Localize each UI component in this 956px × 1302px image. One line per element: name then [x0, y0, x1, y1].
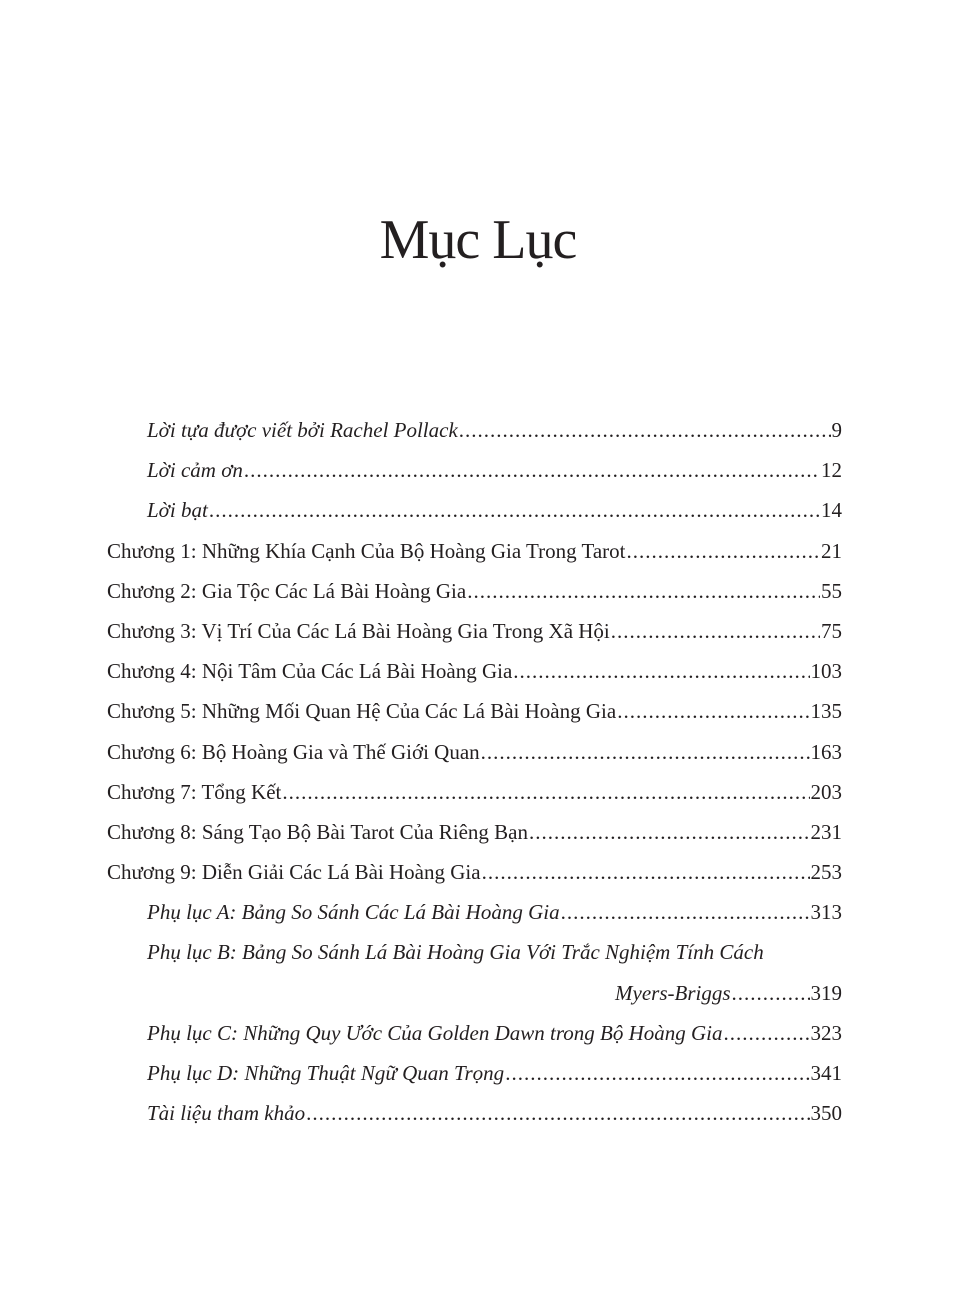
- toc-entry-title: Lời cảm ơn: [147, 458, 243, 483]
- dot-leader: [627, 531, 821, 571]
- toc-entry-title: Chương 4: Nội Tâm Của Các Lá Bài Hoàng Gia: [107, 659, 513, 684]
- toc-entry-title: Chương 2: Gia Tộc Các Lá Bài Hoàng Gia: [107, 578, 467, 603]
- toc-entry-page: 231: [810, 819, 842, 844]
- toc-entry-title: Chương 7: Tổng Kết: [107, 779, 282, 804]
- toc-entry: [107, 450, 842, 490]
- toc-entry-title: Chương 6: Bộ Hoàng Gia và Thế Giới Quan: [107, 739, 480, 764]
- toc-entry: [107, 1053, 842, 1093]
- dot-leader: [244, 450, 820, 490]
- dot-leader: [561, 892, 810, 932]
- toc-entry-title: Chương 8: Sáng Tạo Bộ Bài Tarot Của Riêng Bạn: [107, 819, 528, 844]
- toc-entry-title: Chương 9: Diễn Giải Các Lá Bài Hoàng Gia: [107, 860, 481, 885]
- toc-entry: [107, 772, 842, 812]
- dot-leader: [513, 651, 809, 691]
- toc-entry: [107, 531, 842, 571]
- toc-entry-title: Tài liệu tham khảo: [147, 1101, 306, 1126]
- dot-leader: [724, 1013, 810, 1053]
- toc-entry: [107, 651, 842, 691]
- toc-entry-title: Chương 3: Vị Trí Của Các Lá Bài Hoàng Gia Trong Xã Hội: [107, 618, 610, 643]
- toc-entry: [107, 611, 842, 651]
- toc-entry: [107, 892, 842, 932]
- toc-entry-title: Phụ lục D: Những Thuật Ngữ Quan Trọng: [147, 1061, 505, 1085]
- toc-entry: [107, 1013, 842, 1053]
- toc-entry: [107, 1093, 842, 1133]
- dot-leader: [529, 812, 810, 852]
- toc-entry-page: 21: [821, 538, 842, 563]
- toc-entry-page: 75: [821, 618, 842, 643]
- dot-leader: [505, 1053, 809, 1093]
- toc-entry-title-continued: Myers-Briggs: [615, 980, 731, 1005]
- toc-entry: [107, 571, 842, 611]
- table-of-contents: [107, 410, 842, 1133]
- toc-entry-title: Phụ lục B: Bảng So Sánh Lá Bài Hoàng Gia Với Trắc Nghiệm Tính Cách: [147, 940, 764, 965]
- dot-leader: [481, 732, 810, 772]
- dot-leader: [732, 973, 810, 1013]
- toc-entry-page: 323: [810, 1020, 842, 1045]
- toc-entry: [107, 732, 842, 772]
- toc-entry-page: 350: [810, 1101, 842, 1126]
- toc-entry-page: 341: [810, 1061, 842, 1085]
- toc-entry-page: 103: [810, 659, 842, 684]
- dot-leader: [611, 611, 820, 651]
- page-title: Mục Lục: [379, 209, 577, 271]
- toc-entry-page: 12: [821, 458, 842, 483]
- toc-entry: [107, 691, 842, 731]
- toc-entry: [107, 932, 842, 972]
- toc-entry-page: 14: [821, 498, 842, 523]
- toc-entry: [107, 812, 842, 852]
- toc-entry-page: 9: [831, 418, 842, 442]
- toc-entry-title: Phụ lục A: Bảng So Sánh Các Lá Bài Hoàng Gia: [147, 900, 560, 925]
- toc-entry-title: Chương 5: Những Mối Quan Hệ Của Các Lá Bài Hoàng Gia: [107, 699, 617, 724]
- toc-entry-page: 253: [810, 860, 842, 885]
- dot-leader: [282, 772, 809, 812]
- toc-entry-title: Phụ lục C: Những Quy Ước Của Golden Dawn trong Bộ Hoàng Gia: [147, 1020, 723, 1045]
- toc-entry-page: 163: [810, 739, 842, 764]
- dot-leader: [306, 1093, 809, 1133]
- toc-entry-page: 55: [821, 578, 842, 603]
- dot-leader: [467, 571, 820, 611]
- toc-entry-page: 313: [810, 900, 842, 925]
- toc-entry-title: Chương 1: Những Khía Cạnh Của Bộ Hoàng Gia Trong Tarot: [107, 538, 626, 563]
- toc-entry: [107, 852, 842, 892]
- toc-entry: [107, 410, 842, 450]
- toc-entry: [107, 490, 842, 530]
- toc-entry-page: 319: [810, 980, 842, 1005]
- dot-leader: [482, 852, 810, 892]
- dot-leader: [617, 691, 809, 731]
- toc-entry-title: Lời bạt: [147, 498, 208, 523]
- toc-entry-continuation: [107, 973, 842, 1013]
- toc-entry-title: Lời tựa được viết bởi Rachel Pollack: [147, 418, 458, 442]
- dot-leader: [459, 410, 831, 450]
- toc-entry-page: 135: [810, 699, 842, 724]
- toc-entry-page: 203: [810, 779, 842, 804]
- dot-leader: [209, 490, 820, 530]
